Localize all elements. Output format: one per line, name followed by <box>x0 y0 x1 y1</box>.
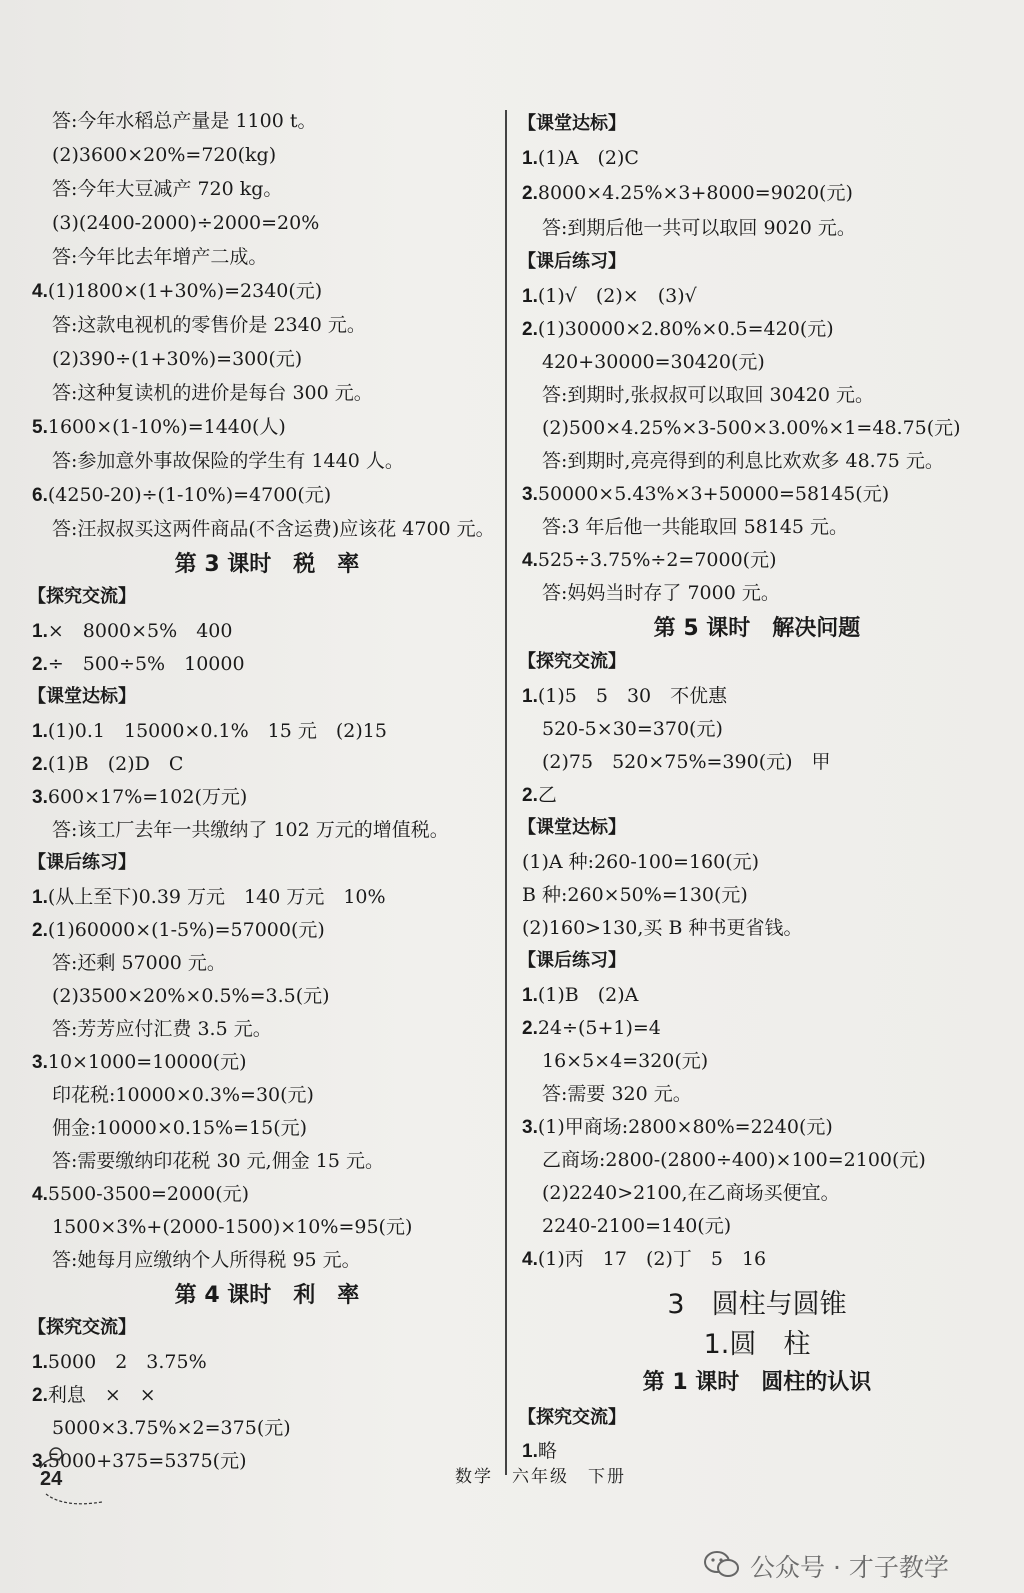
section-label: 【课堂达标】 <box>518 817 626 838</box>
answer-text: 2240-2100=140(元) <box>542 1215 732 1237</box>
answer-text: 印花税:10000×0.3%=30(元) <box>52 1084 314 1106</box>
answer-line <box>32 312 366 338</box>
answer-text: (1)A 种:260-100=160(元) <box>522 851 760 873</box>
answer-line <box>522 1048 708 1074</box>
answer-line <box>32 983 330 1009</box>
answer-text: (1)60000×(1-5%)=57000(元) <box>47 919 325 941</box>
answer-line <box>32 380 373 406</box>
answer-line <box>522 382 874 408</box>
answer-line <box>522 145 639 172</box>
question-number: 4. <box>32 281 48 302</box>
answer-line <box>522 683 727 710</box>
answer-line <box>522 1213 731 1239</box>
answer-line <box>522 1114 833 1141</box>
wechat-icon <box>700 1548 744 1582</box>
question-number: 5. <box>32 417 48 438</box>
answer-text: 略 <box>537 1440 557 1462</box>
section-label: 【探究交流】 <box>518 651 626 672</box>
answer-line <box>32 482 331 509</box>
answer-text: 600×17%=102(万元) <box>47 786 248 808</box>
answer-text: 答:今年大豆减产 720 kg。 <box>52 178 283 200</box>
answer-text: 24÷(5+1)=4 <box>537 1017 661 1039</box>
answer-text: ÷ 500÷5% 10000 <box>47 653 245 675</box>
answer-line <box>32 244 267 270</box>
answer-line <box>522 849 759 875</box>
answer-text: 525÷3.75%÷2=7000(元) <box>537 549 777 571</box>
answer-text: 答:该工厂去年一共缴纳了 102 万元的增值税。 <box>52 819 449 841</box>
answer-line <box>32 1382 156 1409</box>
answer-text: (1)1800×(1+30%)=2340(元) <box>47 280 323 302</box>
question-number: 3. <box>522 1117 538 1138</box>
answer-line <box>32 1148 384 1174</box>
answer-line <box>32 210 319 236</box>
question-number: 6. <box>32 485 48 506</box>
answer-text: 乙 <box>537 784 557 806</box>
answer-line <box>522 547 777 574</box>
answer-line <box>32 884 386 911</box>
answer-line <box>32 950 226 976</box>
question-number: 1. <box>32 887 48 908</box>
lesson-heading: 第 5 课时 解决问题 <box>653 616 861 641</box>
answer-line <box>32 618 232 645</box>
column-divider <box>505 110 507 1475</box>
question-number: 1. <box>522 1441 538 1462</box>
section-label: 【课后练习】 <box>518 950 626 971</box>
question-number: 3. <box>32 787 48 808</box>
answer-line <box>32 1049 247 1076</box>
page-swoosh-icon <box>44 1490 104 1508</box>
answer-line <box>522 580 780 606</box>
answer-line <box>32 1349 207 1376</box>
answer-text: (3)(2400-2000)÷2000=20% <box>52 212 320 234</box>
answer-text: (2)3500×20%×0.5%=3.5(元) <box>52 985 330 1007</box>
answer-text: 1500×3%+(2000-1500)×10%=95(元) <box>52 1216 413 1238</box>
answer-text: 5000+375=5375(元) <box>47 1450 247 1472</box>
answer-text: 5500-3500=2000(元) <box>47 1183 250 1205</box>
question-number: 4. <box>522 1249 538 1270</box>
lesson-heading: 第 4 课时 利 率 <box>174 1283 360 1308</box>
answer-text: 答:这种复读机的进价是每台 300 元。 <box>52 382 373 404</box>
answer-line <box>32 718 387 745</box>
page-number: 24 <box>40 1468 63 1490</box>
answer-text: 乙商场:2800-(2800÷400)×100=2100(元) <box>542 1149 926 1171</box>
answer-text: (1)30000×2.80%×0.5=420(元) <box>537 318 834 340</box>
answer-text: 答:到期后他一共可以取回 9020 元。 <box>542 217 856 239</box>
answer-text: (4250-20)÷(1-10%)=4700(元) <box>47 484 332 506</box>
section-label: 【课后练习】 <box>518 251 626 272</box>
answer-text: (1)√ (2)× (3)√ <box>537 285 697 307</box>
answer-line <box>32 651 245 678</box>
answer-line <box>32 917 325 944</box>
answer-text: 1600×(1-10%)=1440(人) <box>47 416 286 438</box>
answer-text: 利息 × × <box>47 1384 156 1406</box>
question-number: 2. <box>32 920 48 941</box>
answer-text: 答:妈妈当时存了 7000 元。 <box>542 582 780 604</box>
answer-line <box>32 176 282 202</box>
question-number: 4. <box>522 550 538 571</box>
section-label: 【课后练习】 <box>28 852 136 873</box>
section-label: 【课堂达标】 <box>518 113 626 134</box>
answer-text: (1)丙 17 (2)丁 5 16 <box>537 1248 767 1270</box>
watermark-text: 公众号 · 才子教学 <box>750 1553 949 1582</box>
answer-text: (2)3600×20%=720(kg) <box>52 144 277 166</box>
answer-line <box>522 782 557 809</box>
answer-line <box>522 180 853 207</box>
chapter-heading: 1.圆 柱 <box>703 1329 811 1360</box>
answer-line <box>522 982 638 1009</box>
answer-text: 答:到期时,亮亮得到的利息比欢欢多 48.75 元。 <box>542 450 944 472</box>
question-number: 1. <box>32 1352 48 1373</box>
answer-text: 答:芳芳应付汇费 3.5 元。 <box>52 1018 272 1040</box>
answer-line <box>32 817 449 843</box>
answer-text: (1)B (2)A <box>537 984 639 1006</box>
answer-line <box>522 1015 661 1042</box>
answer-text: (2)390÷(1+30%)=300(元) <box>52 348 303 370</box>
question-number: 3. <box>32 1451 48 1472</box>
answer-line <box>522 882 748 908</box>
answer-line <box>32 1247 361 1273</box>
answer-text: 答:还剩 57000 元。 <box>52 952 226 974</box>
answer-line <box>32 516 495 542</box>
answer-text: (从上至下)0.39 万元 140 万元 10% <box>47 886 386 908</box>
answer-line <box>32 751 183 778</box>
answer-line <box>522 283 697 310</box>
answer-text: 答:需要缴纳印花税 30 元,佣金 15 元。 <box>52 1150 384 1172</box>
answer-line <box>522 316 834 343</box>
answer-line <box>32 784 247 811</box>
section-label: 【探究交流】 <box>518 1407 626 1428</box>
answer-text: 10×1000=10000(元) <box>47 1051 247 1073</box>
answer-text: 答:这款电视机的零售价是 2340 元。 <box>52 314 366 336</box>
answer-line <box>522 415 961 441</box>
answer-text: 16×5×4=320(元) <box>542 1050 709 1072</box>
question-number: 3. <box>522 484 538 505</box>
question-number: 1. <box>522 148 538 169</box>
answer-text: 答:她每月应缴纳个人所得税 95 元。 <box>52 1249 361 1271</box>
answer-line <box>32 108 316 134</box>
answer-text: (1)甲商场:2800×80%=2240(元) <box>537 1116 833 1138</box>
question-number: 4. <box>32 1184 48 1205</box>
question-number: 1. <box>522 985 538 1006</box>
answer-line <box>32 1181 249 1208</box>
answer-text: 5000×3.75%×2=375(元) <box>52 1417 291 1439</box>
answer-text: (1)0.1 15000×0.1% 15 元 (2)15 <box>47 720 387 742</box>
answer-text: 8000×4.25%×3+8000=9020(元) <box>537 182 853 204</box>
answer-text: 520-5×30=370(元) <box>542 718 723 740</box>
answer-text: (1)A (2)C <box>537 147 639 169</box>
section-label: 【探究交流】 <box>28 586 136 607</box>
answer-text: B 种:260×50%=130(元) <box>522 884 748 906</box>
answer-line <box>32 1115 307 1141</box>
answer-text: 答:今年水稻总产量是 1100 t。 <box>52 110 317 132</box>
question-number: 2. <box>32 654 48 675</box>
answer-text: 答:需要 320 元。 <box>542 1083 692 1105</box>
lesson-heading: 第 1 课时 圆柱的认识 <box>642 1370 872 1395</box>
question-number: 1. <box>522 286 538 307</box>
answer-line <box>522 349 765 375</box>
question-number: 2. <box>522 319 538 340</box>
book-title: 数学 六年级 下册 <box>455 1467 626 1487</box>
answer-line <box>522 514 848 540</box>
section-label: 【课堂达标】 <box>28 686 136 707</box>
answer-line <box>522 1147 926 1173</box>
answer-line <box>522 481 889 508</box>
answer-line <box>32 142 276 168</box>
answer-text: 420+30000=30420(元) <box>542 351 765 373</box>
question-number: 2. <box>32 754 48 775</box>
answer-text: (2)500×4.25%×3-500×3.00%×1=48.75(元) <box>542 417 961 439</box>
question-number: 2. <box>32 1385 48 1406</box>
section-label: 【探究交流】 <box>28 1317 136 1338</box>
answer-text: (2)75 520×75%=390(元) 甲 <box>542 751 831 773</box>
answer-line <box>32 1016 272 1042</box>
answer-text: 佣金:10000×0.15%=15(元) <box>52 1117 308 1139</box>
answer-line <box>522 215 856 241</box>
question-number: 1. <box>32 621 48 642</box>
answer-text: 答:今年比去年增产二成。 <box>52 246 268 268</box>
question-number: 2. <box>522 785 538 806</box>
answer-text: (2)160>130,买 B 种书更省钱。 <box>522 917 803 939</box>
answer-line <box>32 1415 291 1441</box>
answer-line <box>522 1180 840 1206</box>
question-number: 2. <box>522 1018 538 1039</box>
answer-line <box>522 1081 692 1107</box>
question-number: 1. <box>32 721 48 742</box>
answer-text: 50000×5.43%×3+50000=58145(元) <box>537 483 890 505</box>
question-number: 2. <box>522 183 538 204</box>
question-number: 3. <box>32 1052 48 1073</box>
answer-line <box>32 346 302 372</box>
question-number: 1. <box>522 686 538 707</box>
answer-line <box>522 915 802 941</box>
answer-line <box>32 1082 314 1108</box>
answer-line <box>32 414 286 441</box>
answer-line <box>32 278 322 305</box>
answer-text: (1)5 5 30 不优惠 <box>537 685 728 707</box>
answer-text: × 8000×5% 400 <box>47 620 233 642</box>
answer-line <box>32 448 404 474</box>
answer-line <box>522 448 944 474</box>
answer-text: (2)2240>2100,在乙商场买便宜。 <box>542 1182 840 1204</box>
answer-line <box>522 716 723 742</box>
answer-text: 答:3 年后他一共能取回 58145 元。 <box>542 516 849 538</box>
answer-line <box>32 1214 412 1240</box>
answer-line <box>522 1438 557 1465</box>
answer-text: 答:到期时,张叔叔可以取回 30420 元。 <box>542 384 874 406</box>
answer-text: 答:汪叔叔买这两件商品(不含运费)应该花 4700 元。 <box>52 518 495 540</box>
chapter-heading: 3 圆柱与圆锥 <box>667 1289 847 1320</box>
answer-text: (1)B (2)D C <box>47 753 184 775</box>
lesson-heading: 第 3 课时 税 率 <box>174 552 360 577</box>
answer-text: 答:参加意外事故保险的学生有 1440 人。 <box>52 450 404 472</box>
answer-line <box>522 749 831 775</box>
answer-line <box>522 1246 766 1273</box>
answer-text: 5000 2 3.75% <box>47 1351 207 1373</box>
